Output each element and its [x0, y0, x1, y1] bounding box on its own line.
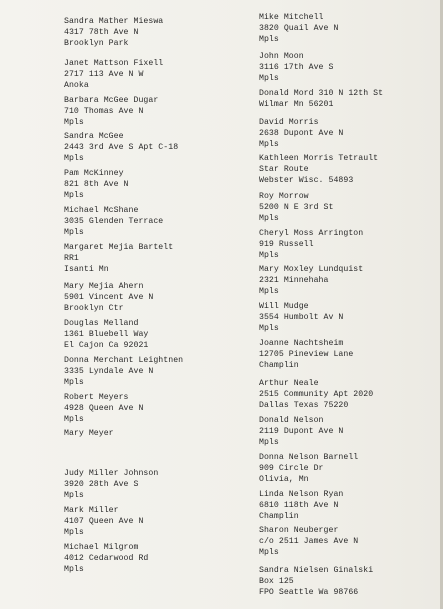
- entry-address-line: 2717 113 Ave N W: [64, 70, 144, 79]
- entry-name: Michael Milgrom: [64, 543, 139, 552]
- entry-address-line: 2119 Dupont Ave N: [259, 427, 344, 436]
- directory-entry: [259, 264, 443, 297]
- directory-entry: [259, 565, 443, 598]
- entry-name: Barbara McGee Dugar: [64, 96, 159, 105]
- directory-entry: [64, 242, 249, 275]
- entry-address-line: 4012 Cedarwood Rd: [64, 554, 149, 563]
- entry-address-line: Star Route: [259, 165, 309, 174]
- entry-name: Margaret Mejia Bartelt: [64, 243, 174, 252]
- entry-name: Linda Nelson Ryan: [259, 490, 344, 499]
- entry-name: Joanne Nachtsheim: [259, 339, 344, 348]
- entry-address-line: Mpls: [64, 228, 84, 237]
- entry-address-line: Mpls: [259, 438, 279, 447]
- entry-address-line: Mpls: [259, 251, 279, 260]
- directory-entry: [64, 131, 249, 164]
- entry-address-line: 5200 N E 3rd St: [259, 203, 334, 212]
- entry-address-line: 5901 Vincent Ave N: [64, 293, 154, 302]
- entry-name: Arthur Neale: [259, 379, 319, 388]
- entry-name: Roy Morrow: [259, 192, 309, 201]
- entry-address-line: Mpls: [64, 118, 84, 127]
- directory-entry: [259, 378, 443, 411]
- entry-address-line: Mpls: [259, 548, 279, 557]
- entry-name: Judy Miller Johnson: [64, 469, 159, 478]
- entry-address-line: Mpls: [259, 287, 279, 296]
- entry-address-line: 2638 Dupont Ave N: [259, 129, 344, 138]
- entry-name: Mary Mejia Ahern: [64, 282, 144, 291]
- entry-name: Michael McShane: [64, 206, 139, 215]
- entry-name: Sandra Nielsen Ginalski: [259, 566, 374, 575]
- entry-name: Sandra Mather Mieswa: [64, 17, 164, 26]
- entry-name: Sharon Neuberger: [259, 526, 339, 535]
- directory-entry: [259, 12, 443, 45]
- directory-entry: [64, 168, 249, 201]
- entry-address-line: 3920 28th Ave S: [64, 480, 139, 489]
- directory-entry: [64, 505, 249, 538]
- entry-name: Mary Meyer: [64, 429, 114, 438]
- entry-address-line: Mpls: [259, 35, 279, 44]
- entry-address-line: 3554 Humbolt Av N: [259, 313, 344, 322]
- entry-address-line: Mpls: [259, 214, 279, 223]
- directory-entry: [259, 51, 443, 84]
- entry-address-line: Webster Wisc. 54893: [259, 176, 354, 185]
- entry-address-line: Brooklyn Ctr: [64, 304, 124, 313]
- entry-address-line: Champlin: [259, 361, 299, 370]
- directory-entry: [64, 16, 249, 49]
- directory-entry: [64, 355, 249, 388]
- entry-address-line: c/o 2511 James Ave N: [259, 537, 359, 546]
- entry-address-line: 4317 78th Ave N: [64, 28, 139, 37]
- directory-entry: [259, 228, 443, 261]
- entry-name: Mary Moxley Lundquist: [259, 265, 364, 274]
- entry-address-line: 710 Thomas Ave N: [64, 107, 144, 116]
- directory-entry: [64, 318, 249, 351]
- directory-entry: [259, 191, 443, 224]
- entry-address-line: Champlin: [259, 512, 299, 521]
- directory-entry: [64, 428, 249, 439]
- entry-address-line: Mpls: [64, 191, 84, 200]
- entry-name: Douglas Melland: [64, 319, 139, 328]
- entry-address-line: Mpls: [64, 154, 84, 163]
- directory-entry: [64, 281, 249, 314]
- directory-entry: [64, 205, 249, 238]
- entry-address-line: 3820 Quail Ave N: [259, 24, 339, 33]
- entry-name: John Moon: [259, 52, 304, 61]
- entry-address-line: 2443 3rd Ave S Apt C-18: [64, 143, 179, 152]
- entry-address-line: Isanti Mn: [64, 265, 109, 274]
- entry-name: Robert Meyers: [64, 393, 129, 402]
- right-column: [259, 0, 443, 609]
- entry-address-line: Anoka: [64, 81, 89, 90]
- left-column: [64, 0, 249, 609]
- entry-name: Mark Miller: [64, 506, 119, 515]
- entry-address-line: Mpls: [259, 324, 279, 333]
- entry-address-line: Mpls: [64, 378, 84, 387]
- entry-address-line: 4928 Queen Ave N: [64, 404, 144, 413]
- entry-address-line: Mpls: [64, 528, 84, 537]
- entry-name: Donna Merchant Leightnen: [64, 356, 184, 365]
- entry-address-line: 12705 Pineview Lane: [259, 350, 354, 359]
- entry-address-line: 2515 Community Apt 2020: [259, 390, 374, 399]
- entry-name: Will Mudge: [259, 302, 309, 311]
- entry-name: Donna Nelson Barnell: [259, 453, 359, 462]
- entry-address-line: Mpls: [64, 565, 84, 574]
- entry-name: Donald Mord 310 N 12th St: [259, 89, 384, 98]
- entry-address-line: Mpls: [259, 74, 279, 83]
- entry-address-line: 3335 Lyndale Ave N: [64, 367, 154, 376]
- directory-entry: [259, 525, 443, 558]
- entry-address-line: Mpls: [64, 415, 84, 424]
- directory-entry: [64, 95, 249, 128]
- entry-address-line: 821 8th Ave N: [64, 180, 129, 189]
- entry-name: Mike Mitchell: [259, 13, 324, 22]
- entry-name: Janet Mattson Fixell: [64, 59, 164, 68]
- entry-address-line: Box 125: [259, 577, 294, 586]
- entry-name: Donald Nelson: [259, 416, 324, 425]
- entry-name: David Morris: [259, 118, 319, 127]
- directory-entry: [64, 542, 249, 575]
- directory-entry: [259, 88, 443, 110]
- entry-name: Kathleen Morris Tetrault: [259, 154, 379, 163]
- entry-address-line: Wilmar Mn 56201: [259, 100, 334, 109]
- entry-address-line: 4107 Queen Ave N: [64, 517, 144, 526]
- directory-entry: [64, 468, 249, 501]
- directory-entry: [64, 58, 249, 91]
- entry-name: Pam McKinney: [64, 169, 124, 178]
- directory-entry: [259, 117, 443, 150]
- directory-entry: [259, 489, 443, 522]
- directory-entry: [259, 153, 443, 186]
- entry-address-line: Brooklyn Park: [64, 39, 129, 48]
- entry-name: Sandra McGee: [64, 132, 124, 141]
- directory-entry: [64, 392, 249, 425]
- entry-address-line: 6810 118th Ave N: [259, 501, 339, 510]
- entry-address-line: Olivia, Mn: [259, 475, 309, 484]
- entry-address-line: Mpls: [259, 140, 279, 149]
- entry-address-line: RR1: [64, 254, 79, 263]
- entry-name: Cheryl Moss Arrington: [259, 229, 364, 238]
- entry-address-line: 2321 Minnehaha: [259, 276, 329, 285]
- entry-address-line: 1361 Bluebell Way: [64, 330, 149, 339]
- entry-address-line: 919 Russell: [259, 240, 314, 249]
- entry-address-line: Mpls: [64, 491, 84, 500]
- entry-address-line: El Cajon Ca 92021: [64, 341, 149, 350]
- entry-address-line: 3035 Glenden Terrace: [64, 217, 164, 226]
- entry-address-line: FPO Seattle Wa 98766: [259, 588, 359, 597]
- directory-entry: [259, 301, 443, 334]
- entry-address-line: Dallas Texas 75220: [259, 401, 349, 410]
- entry-address-line: 909 Circle Dr: [259, 464, 324, 473]
- directory-entry: [259, 338, 443, 371]
- directory-entry: [259, 452, 443, 485]
- entry-address-line: 3116 17th Ave S: [259, 63, 334, 72]
- directory-entry: [259, 415, 443, 448]
